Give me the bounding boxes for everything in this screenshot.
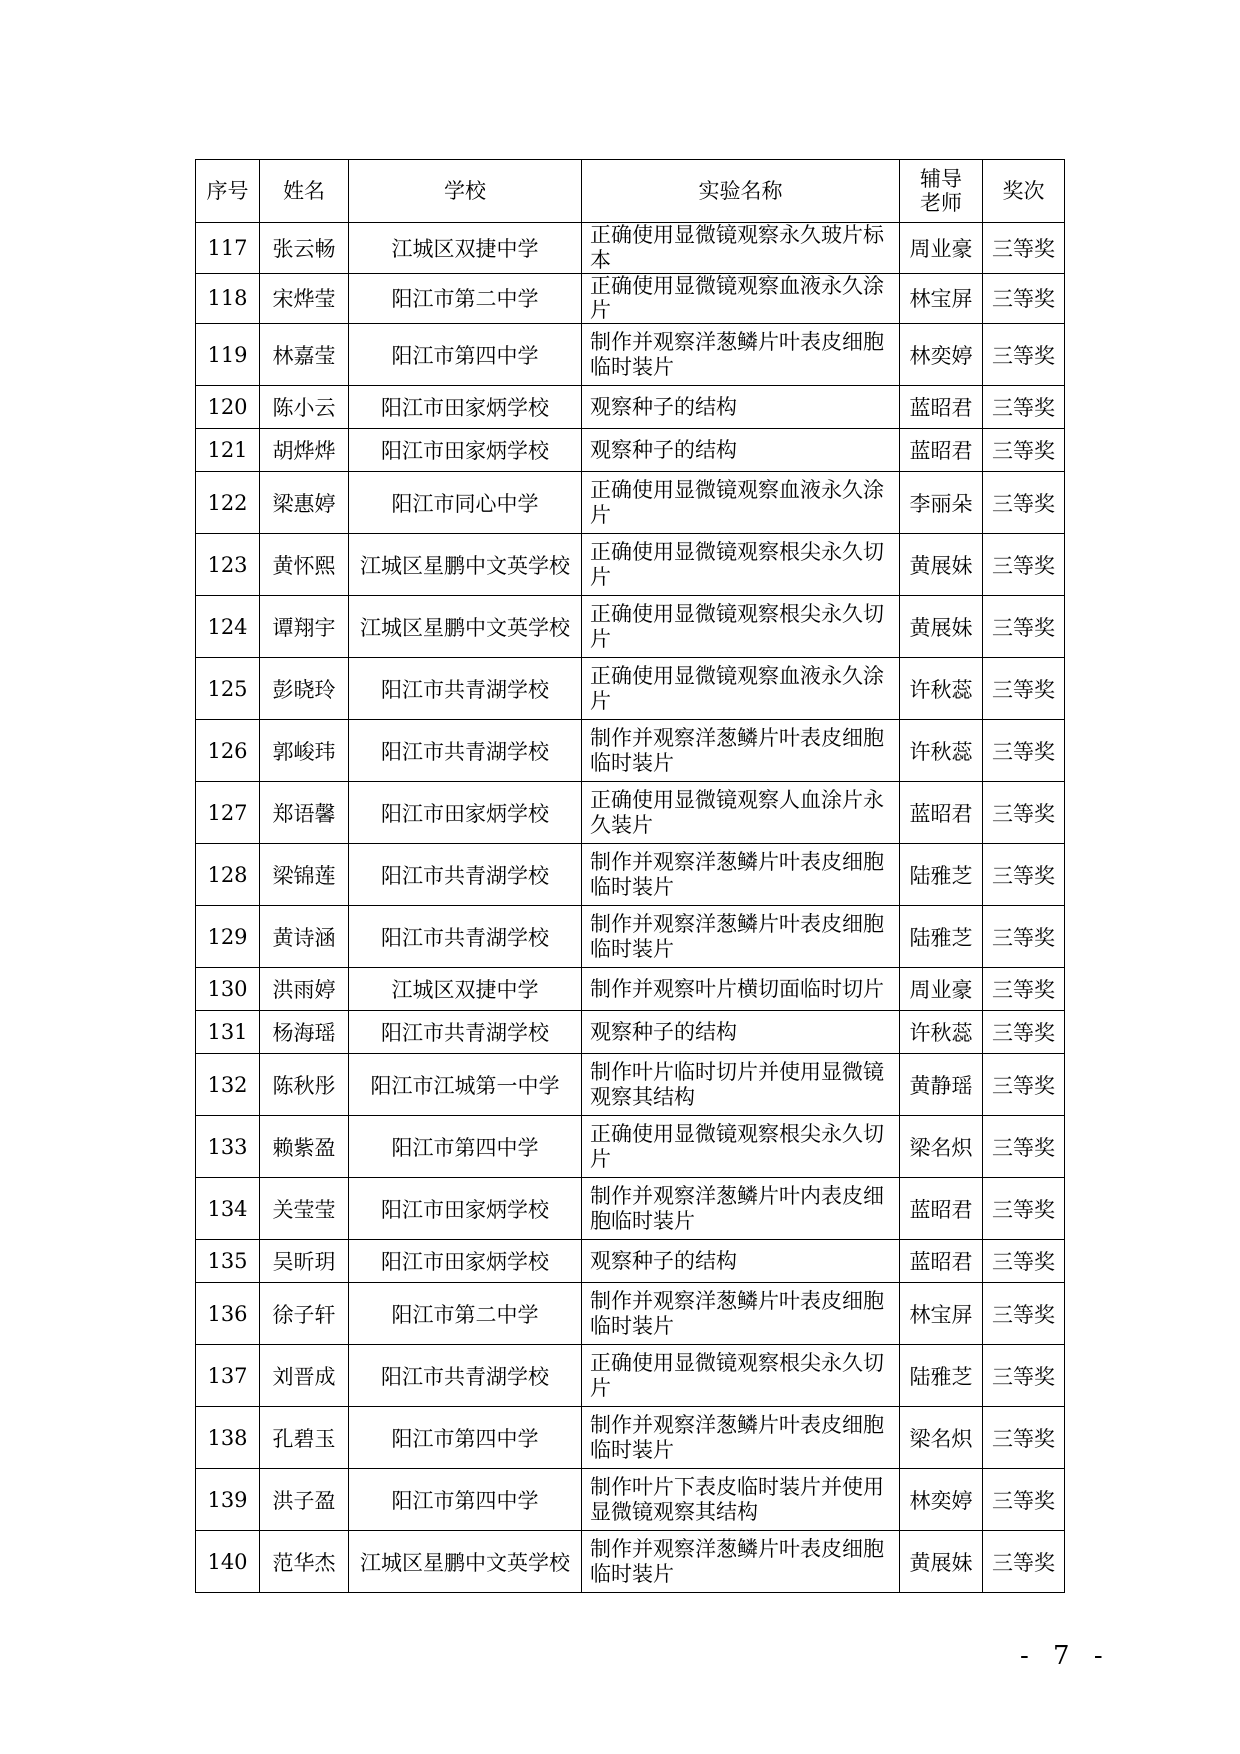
cell-award: 三等奖 (983, 324, 1065, 386)
cell-school: 阳江市田家炳学校 (349, 1178, 582, 1240)
cell-seq: 126 (196, 720, 260, 782)
cell-name: 洪子盈 (260, 1469, 349, 1531)
cell-award: 三等奖 (983, 223, 1065, 274)
cell-name: 黄怀熙 (260, 534, 349, 596)
table-row (196, 968, 1065, 1011)
table-row (196, 844, 1065, 906)
cell-award: 三等奖 (983, 273, 1065, 324)
cell-school: 阳江市田家炳学校 (349, 1240, 582, 1283)
cell-school: 阳江市第四中学 (349, 324, 582, 386)
cell-seq: 134 (196, 1178, 260, 1240)
cell-award: 三等奖 (983, 782, 1065, 844)
cell-seq: 119 (196, 324, 260, 386)
cell-name: 陈秋彤 (260, 1054, 349, 1116)
cell-award: 三等奖 (983, 1054, 1065, 1116)
header-seq: 序号 (196, 160, 260, 223)
cell-name: 谭翔宇 (260, 596, 349, 658)
table-row (196, 1283, 1065, 1345)
cell-seq: 140 (196, 1531, 260, 1593)
cell-teacher: 蓝昭君 (900, 782, 983, 844)
cell-school: 阳江市田家炳学校 (349, 386, 582, 429)
table-row (196, 429, 1065, 472)
table-row (196, 1240, 1065, 1283)
cell-seq: 136 (196, 1283, 260, 1345)
cell-teacher: 黄展妹 (900, 534, 983, 596)
cell-teacher: 陆雅芝 (900, 1345, 983, 1407)
cell-name: 林嘉莹 (260, 324, 349, 386)
cell-experiment: 制作并观察洋葱鳞片叶表皮细胞临时装片 (582, 844, 900, 906)
table-row (196, 273, 1065, 324)
cell-name: 张云畅 (260, 223, 349, 274)
cell-school: 阳江市第四中学 (349, 1116, 582, 1178)
cell-seq: 125 (196, 658, 260, 720)
cell-experiment: 制作并观察洋葱鳞片叶表皮细胞临时装片 (582, 1407, 900, 1469)
table-row (196, 324, 1065, 386)
cell-name: 关莹莹 (260, 1178, 349, 1240)
cell-award: 三等奖 (983, 844, 1065, 906)
cell-award: 三等奖 (983, 1116, 1065, 1178)
cell-seq: 123 (196, 534, 260, 596)
cell-experiment: 正确使用显微镜观察根尖永久切片 (582, 534, 900, 596)
cell-seq: 130 (196, 968, 260, 1011)
cell-teacher: 林奕婷 (900, 324, 983, 386)
cell-award: 三等奖 (983, 534, 1065, 596)
cell-name: 郭峻玮 (260, 720, 349, 782)
cell-award: 三等奖 (983, 1178, 1065, 1240)
table-row (196, 906, 1065, 968)
header-award: 奖次 (983, 160, 1065, 223)
cell-seq: 121 (196, 429, 260, 472)
cell-seq: 124 (196, 596, 260, 658)
cell-experiment: 正确使用显微镜观察人血涂片永久装片 (582, 782, 900, 844)
cell-seq: 133 (196, 1116, 260, 1178)
cell-name: 黄诗涵 (260, 906, 349, 968)
table-header-row (196, 160, 1065, 223)
cell-name: 胡烨烨 (260, 429, 349, 472)
cell-seq: 129 (196, 906, 260, 968)
cell-experiment: 制作并观察洋葱鳞片叶内表皮细胞临时装片 (582, 1178, 900, 1240)
cell-name: 范华杰 (260, 1531, 349, 1593)
cell-seq: 128 (196, 844, 260, 906)
cell-experiment: 观察种子的结构 (582, 386, 900, 429)
cell-name: 梁锦莲 (260, 844, 349, 906)
table-row (196, 658, 1065, 720)
cell-award: 三等奖 (983, 1345, 1065, 1407)
cell-seq: 118 (196, 273, 260, 324)
cell-experiment: 制作并观察洋葱鳞片叶表皮细胞临时装片 (582, 720, 900, 782)
cell-seq: 120 (196, 386, 260, 429)
cell-teacher: 蓝昭君 (900, 429, 983, 472)
cell-experiment: 观察种子的结构 (582, 1240, 900, 1283)
cell-award: 三等奖 (983, 906, 1065, 968)
cell-teacher: 林宝屏 (900, 273, 983, 324)
cell-name: 吴昕玥 (260, 1240, 349, 1283)
table-row (196, 223, 1065, 274)
cell-school: 阳江市第二中学 (349, 273, 582, 324)
cell-award: 三等奖 (983, 658, 1065, 720)
cell-school: 阳江市共青湖学校 (349, 906, 582, 968)
cell-school: 阳江市第四中学 (349, 1469, 582, 1531)
cell-award: 三等奖 (983, 472, 1065, 534)
cell-name: 梁惠婷 (260, 472, 349, 534)
cell-school: 江城区双捷中学 (349, 968, 582, 1011)
cell-teacher: 李丽朵 (900, 472, 983, 534)
cell-teacher: 梁名炽 (900, 1407, 983, 1469)
cell-seq: 127 (196, 782, 260, 844)
cell-seq: 117 (196, 223, 260, 274)
cell-award: 三等奖 (983, 1469, 1065, 1531)
cell-experiment: 制作并观察洋葱鳞片叶表皮细胞临时装片 (582, 906, 900, 968)
cell-experiment: 观察种子的结构 (582, 1011, 900, 1054)
header-teacher-line2: 老师 (920, 191, 962, 215)
table-row (196, 596, 1065, 658)
cell-experiment: 正确使用显微镜观察根尖永久切片 (582, 1116, 900, 1178)
cell-teacher: 梁名炽 (900, 1116, 983, 1178)
cell-teacher: 蓝昭君 (900, 1240, 983, 1283)
cell-experiment: 制作并观察叶片横切面临时切片 (582, 968, 900, 1011)
cell-teacher: 林奕婷 (900, 1469, 983, 1531)
cell-award: 三等奖 (983, 1407, 1065, 1469)
header-experiment: 实验名称 (582, 160, 900, 223)
cell-seq: 135 (196, 1240, 260, 1283)
cell-school: 阳江市共青湖学校 (349, 1011, 582, 1054)
cell-teacher: 蓝昭君 (900, 1178, 983, 1240)
header-teacher-line1: 辅导 (920, 166, 962, 191)
cell-experiment: 制作叶片下表皮临时装片并使用显微镜观察其结构 (582, 1469, 900, 1531)
cell-school: 阳江市第二中学 (349, 1283, 582, 1345)
cell-teacher: 许秋蕊 (900, 658, 983, 720)
cell-award: 三等奖 (983, 596, 1065, 658)
cell-school: 阳江市江城第一中学 (349, 1054, 582, 1116)
table-row (196, 782, 1065, 844)
cell-seq: 132 (196, 1054, 260, 1116)
cell-award: 三等奖 (983, 1531, 1065, 1593)
cell-seq: 137 (196, 1345, 260, 1407)
cell-name: 徐子轩 (260, 1283, 349, 1345)
cell-experiment: 正确使用显微镜观察血液永久涂片 (582, 472, 900, 534)
cell-teacher: 周业豪 (900, 968, 983, 1011)
cell-experiment: 制作叶片临时切片并使用显微镜观察其结构 (582, 1054, 900, 1116)
cell-name: 陈小云 (260, 386, 349, 429)
cell-teacher: 许秋蕊 (900, 1011, 983, 1054)
table-row (196, 1531, 1065, 1593)
cell-school: 阳江市田家炳学校 (349, 782, 582, 844)
cell-experiment: 正确使用显微镜观察根尖永久切片 (582, 1345, 900, 1407)
table-row (196, 720, 1065, 782)
header-name: 姓名 (260, 160, 349, 223)
cell-name: 刘晋成 (260, 1345, 349, 1407)
cell-experiment: 正确使用显微镜观察根尖永久切片 (582, 596, 900, 658)
cell-name: 宋烨莹 (260, 273, 349, 324)
cell-teacher: 黄展妹 (900, 1531, 983, 1593)
cell-school: 阳江市共青湖学校 (349, 658, 582, 720)
header-teacher (900, 160, 983, 223)
cell-teacher: 林宝屏 (900, 1283, 983, 1345)
header-school: 学校 (349, 160, 582, 223)
cell-seq: 122 (196, 472, 260, 534)
awards-table (195, 159, 1065, 1593)
table-row (196, 1345, 1065, 1407)
cell-award: 三等奖 (983, 1283, 1065, 1345)
table-row (196, 534, 1065, 596)
cell-name: 郑语馨 (260, 782, 349, 844)
cell-award: 三等奖 (983, 386, 1065, 429)
cell-school: 江城区星鹏中文英学校 (349, 596, 582, 658)
cell-school: 江城区星鹏中文英学校 (349, 1531, 582, 1593)
cell-teacher: 陆雅芝 (900, 844, 983, 906)
cell-name: 孔碧玉 (260, 1407, 349, 1469)
cell-experiment: 制作并观察洋葱鳞片叶表皮细胞临时装片 (582, 324, 900, 386)
cell-experiment: 制作并观察洋葱鳞片叶表皮细胞临时装片 (582, 1531, 900, 1593)
table-row (196, 472, 1065, 534)
table-row (196, 1469, 1065, 1531)
cell-experiment: 观察种子的结构 (582, 429, 900, 472)
cell-award: 三等奖 (983, 1011, 1065, 1054)
cell-school: 江城区双捷中学 (349, 223, 582, 274)
cell-teacher: 蓝昭君 (900, 386, 983, 429)
cell-award: 三等奖 (983, 720, 1065, 782)
cell-name: 洪雨婷 (260, 968, 349, 1011)
table-row (196, 1407, 1065, 1469)
cell-seq: 139 (196, 1469, 260, 1531)
cell-school: 阳江市共青湖学校 (349, 1345, 582, 1407)
cell-award: 三等奖 (983, 968, 1065, 1011)
table-row (196, 1116, 1065, 1178)
cell-seq: 138 (196, 1407, 260, 1469)
cell-teacher: 周业豪 (900, 223, 983, 274)
table-row (196, 1178, 1065, 1240)
cell-school: 阳江市第四中学 (349, 1407, 582, 1469)
cell-school: 阳江市共青湖学校 (349, 844, 582, 906)
cell-school: 江城区星鹏中文英学校 (349, 534, 582, 596)
cell-teacher: 陆雅芝 (900, 906, 983, 968)
cell-experiment: 正确使用显微镜观察永久玻片标本 (582, 223, 900, 274)
cell-name: 赖紫盈 (260, 1116, 349, 1178)
cell-seq: 131 (196, 1011, 260, 1054)
cell-school: 阳江市同心中学 (349, 472, 582, 534)
cell-school: 阳江市共青湖学校 (349, 720, 582, 782)
cell-teacher: 黄展妹 (900, 596, 983, 658)
cell-name: 彭晓玲 (260, 658, 349, 720)
table-row (196, 1054, 1065, 1116)
table-row (196, 386, 1065, 429)
page-number: - 7 - (1020, 1641, 1111, 1671)
cell-teacher: 黄静瑶 (900, 1054, 983, 1116)
cell-experiment: 制作并观察洋葱鳞片叶表皮细胞临时装片 (582, 1283, 900, 1345)
cell-teacher: 许秋蕊 (900, 720, 983, 782)
cell-award: 三等奖 (983, 429, 1065, 472)
table-row (196, 1011, 1065, 1054)
cell-school: 阳江市田家炳学校 (349, 429, 582, 472)
cell-award: 三等奖 (983, 1240, 1065, 1283)
cell-experiment: 正确使用显微镜观察血液永久涂片 (582, 658, 900, 720)
cell-name: 杨海瑶 (260, 1011, 349, 1054)
cell-experiment: 正确使用显微镜观察血液永久涂片 (582, 273, 900, 324)
